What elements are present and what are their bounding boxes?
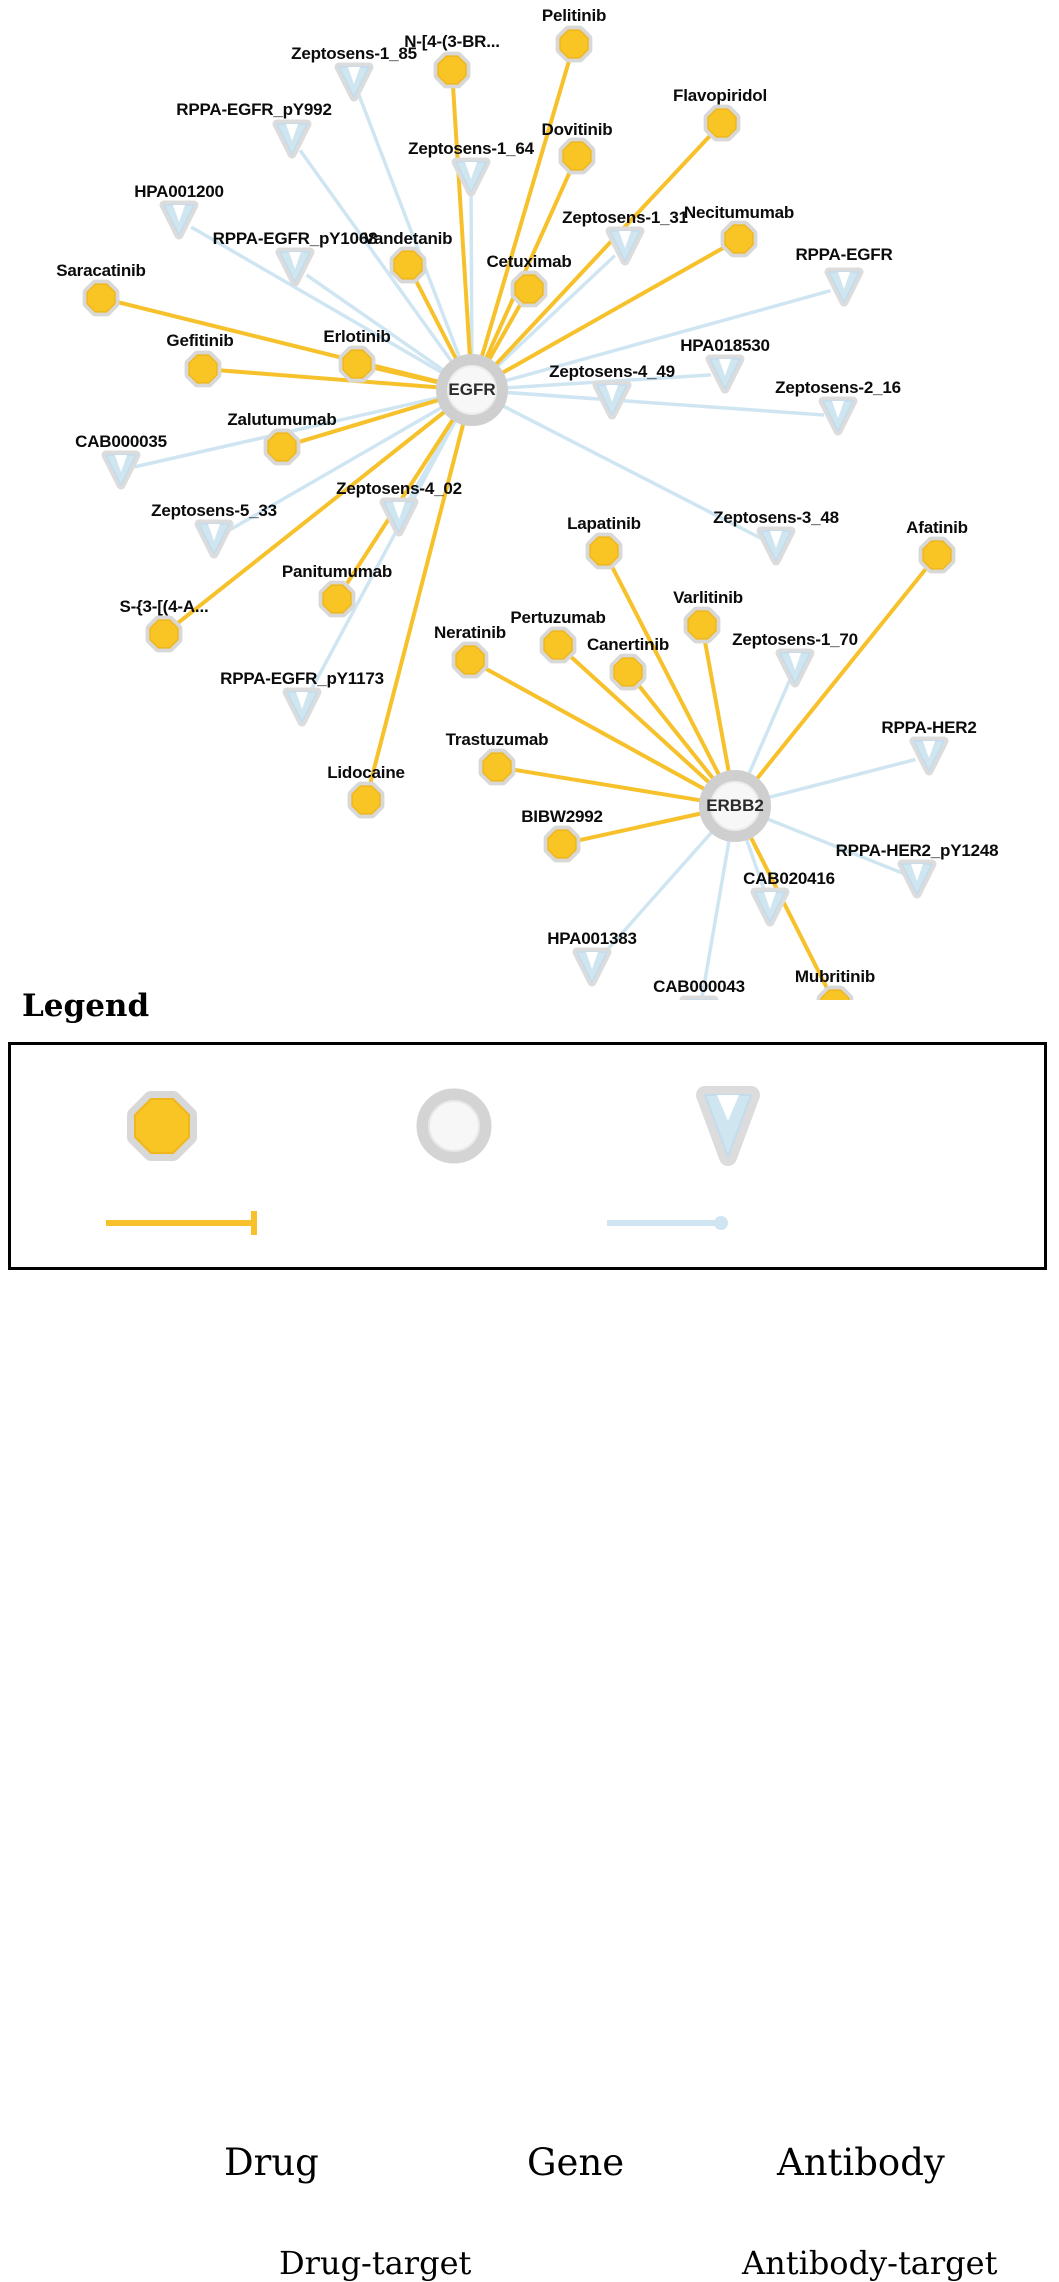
antibody-label: Zeptosens-5_33 — [151, 501, 277, 520]
drug-target-edge — [755, 567, 927, 781]
legend-antibody-edge — [607, 1216, 728, 1230]
drug-node[interactable] — [323, 585, 351, 613]
legend-drug-target-label: Drug-target — [279, 2244, 472, 2282]
antibody-label: HPA018530 — [680, 336, 770, 355]
antibody-target-edge — [701, 836, 730, 1000]
antibody-label: Zeptosens-1_31 — [562, 208, 688, 227]
drug-node[interactable] — [394, 251, 422, 279]
drug-node[interactable] — [544, 631, 572, 659]
antibody-label: RPPA-EGFR_pY992 — [176, 100, 332, 119]
antibody-label: HPA001200 — [134, 182, 224, 201]
drug-node[interactable] — [352, 786, 380, 814]
antibody-target-edge — [471, 191, 472, 360]
drug-label: Zalutumumab — [227, 410, 337, 429]
antibody-target-edge — [764, 759, 915, 798]
antibody-label: CAB020416 — [743, 869, 835, 888]
drug-node[interactable] — [708, 109, 736, 137]
drug-label: Pertuzumab — [510, 608, 606, 627]
drug-label: Trastuzumab — [445, 730, 549, 749]
drug-target-edge — [373, 368, 441, 383]
legend-gene-label: Gene — [527, 2141, 625, 2184]
antibody-target-edge — [494, 256, 615, 370]
drug-label: Necitumumab — [683, 203, 795, 222]
antibody-label: RPPA-EGFR_pY1068 — [212, 229, 378, 248]
antibody-label: Zeptosens-4_02 — [336, 479, 462, 498]
legend-drug-icon — [135, 1099, 189, 1153]
drug-label: Lidocaine — [327, 763, 405, 782]
drug-node[interactable] — [560, 30, 588, 58]
drug-label: Canertinib — [586, 635, 670, 654]
antibody-label: Zeptosens-1_64 — [408, 139, 534, 158]
legend-drug-edge — [106, 1211, 256, 1235]
drug-node[interactable] — [189, 355, 217, 383]
drug-node[interactable] — [590, 537, 618, 565]
drug-label: BIBW2992 — [521, 807, 603, 826]
network-graph — [0, 0, 1059, 1000]
drug-target-edge — [638, 685, 715, 781]
drug-label: Panitumumab — [281, 562, 393, 581]
drug-node[interactable] — [456, 646, 484, 674]
antibody-label: RPPA-EGFR_pY1173 — [220, 669, 384, 688]
antibody-label: RPPA-HER2_pY1248 — [835, 841, 999, 860]
legend-drug-label: Drug — [224, 2141, 319, 2184]
legend-gene-icon — [423, 1095, 485, 1157]
drug-node[interactable] — [563, 142, 591, 170]
drug-node[interactable] — [268, 433, 296, 461]
legend-title: Legend — [22, 988, 150, 1024]
drug-node[interactable] — [438, 56, 466, 84]
antibody-label: Zeptosens-1_70 — [732, 630, 858, 649]
drug-label: Varlitinib — [673, 588, 743, 607]
antibody-label: HPA001383 — [547, 929, 637, 948]
drug-label: Erlotinib — [323, 327, 391, 346]
antibody-label: RPPA-HER2 — [881, 718, 977, 737]
drug-target-edge — [481, 59, 572, 359]
drug-label: Afatinib — [906, 518, 968, 537]
drug-node[interactable] — [725, 225, 753, 253]
drug-node[interactable] — [614, 658, 642, 686]
edge-layer — [117, 59, 927, 1000]
antibody-label: CAB000035 — [75, 432, 167, 451]
antibody-label: Zeptosens-3_48 — [713, 508, 839, 527]
drug-label: Mubritinib — [794, 967, 876, 986]
antibody-label: Zeptosens-2_16 — [775, 378, 901, 397]
gene-label: ERBB2 — [706, 796, 764, 815]
drug-label: Pelitinib — [541, 6, 607, 25]
legend-antibody-icon — [705, 1095, 751, 1157]
drug-node[interactable] — [150, 620, 178, 648]
drug-label: S-{3-[(4-A... — [119, 597, 209, 616]
gene-label: EGFR — [448, 380, 496, 399]
antibody-label: CAB000043 — [653, 977, 745, 996]
drug-label: Vandetanib — [363, 229, 453, 248]
drug-node[interactable] — [688, 611, 716, 639]
drug-label: Cetuximab — [486, 252, 572, 271]
drug-node[interactable] — [483, 753, 511, 781]
drug-node[interactable] — [548, 830, 576, 858]
drug-label: Flavopiridol — [673, 86, 767, 105]
antibody-label: RPPA-EGFR — [795, 245, 893, 264]
antibody-label: Zeptosens-4_49 — [549, 362, 675, 381]
drug-node[interactable] — [87, 284, 115, 312]
antibody-label: Zeptosens-1_85 — [291, 44, 417, 63]
drug-label: Gefitinib — [166, 331, 234, 350]
drug-label: Lapatinib — [567, 514, 641, 533]
drug-node[interactable] — [923, 541, 951, 569]
drug-label: Dovitinib — [541, 120, 613, 139]
legend-graphics — [11, 1045, 1044, 1267]
legend-antibody-label: Antibody — [777, 2141, 945, 2184]
drug-node[interactable] — [343, 350, 371, 378]
drug-label: Saracatinib — [56, 261, 146, 280]
drug-node[interactable] — [515, 275, 543, 303]
drug-target-edge — [453, 86, 470, 358]
legend-panel — [8, 1042, 1047, 2282]
drug-label: Neratinib — [434, 623, 506, 642]
drug-label: N-[4-(3-BR... — [404, 32, 500, 51]
legend-antibody-target-label: Antibody-target — [742, 2244, 998, 2282]
